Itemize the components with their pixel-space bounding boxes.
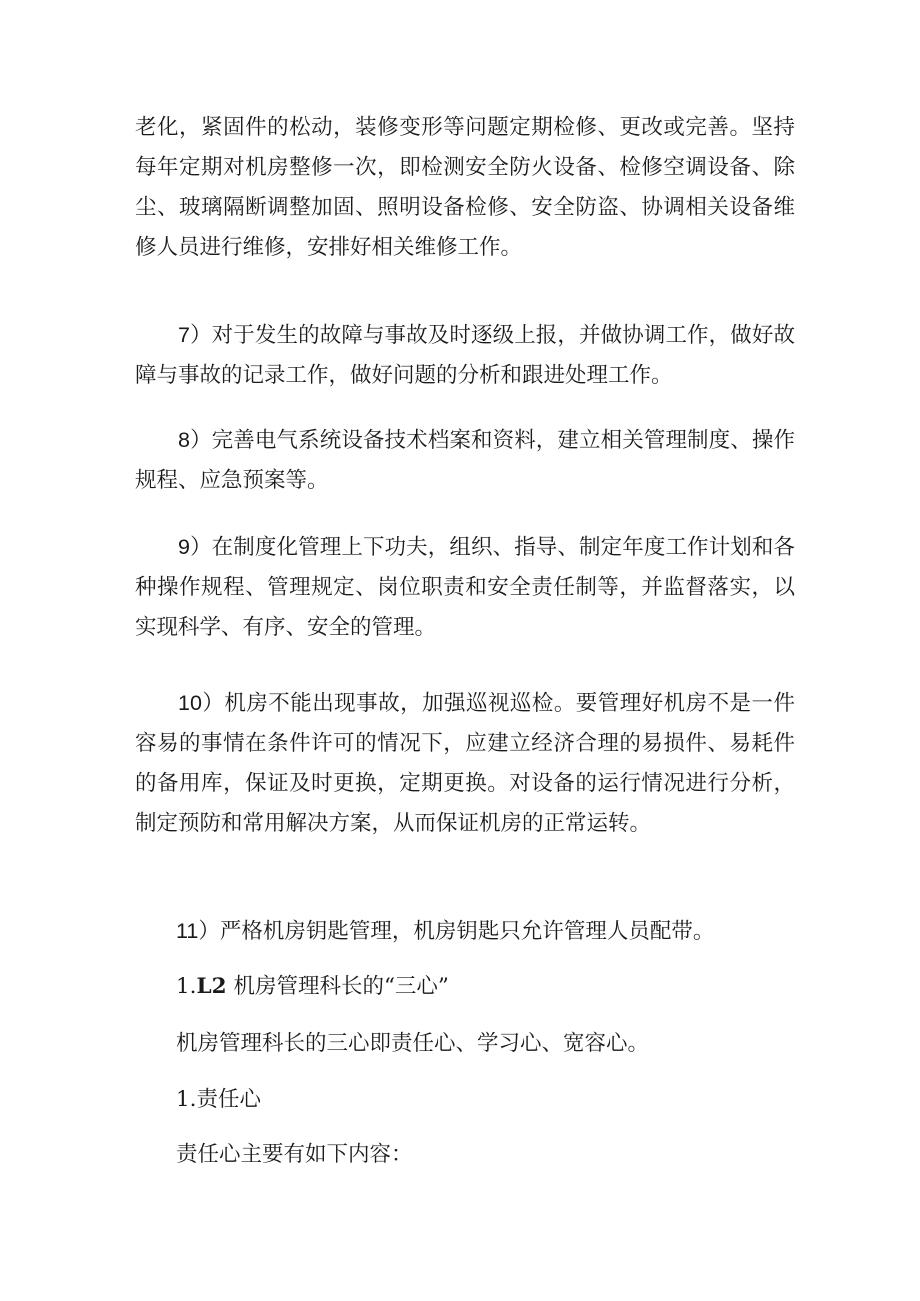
item-text: ）在制度化管理上下功夫，组织、指导、制定年度工作计划和各种操作规程、管理规定、岗位职责和安全责任制等，并监督落实，以实现科学、有序、安全的管理。 [135, 535, 795, 640]
paragraph-item-11 [176, 911, 714, 952]
item-text: ）严格机房钥匙管理，机房钥匙只允许管理人员配带。 [198, 919, 715, 944]
heading-title: 机房管理科长的“三心” [233, 974, 449, 999]
item-number: 11 [176, 919, 199, 943]
section-heading [176, 967, 449, 1007]
sub-intro: 责任心主要有如下内容： [176, 1142, 413, 1167]
item-text: ）完善电气系统设备技术档案和资料，建立相关管理制度、操作规程、应急预案等。 [135, 428, 795, 493]
item-number: 8 [178, 428, 190, 452]
item-text: ）对于发生的故障与事故及时逐级上报，并做协调工作，做好故障与事故的记录工作，做好问题的分析和跟进处理工作。 [135, 323, 795, 388]
item-number: 7 [178, 323, 190, 347]
item-number: 9 [178, 535, 190, 559]
paragraph-item-9 [135, 527, 795, 648]
item-text: ）机房不能出现事故，加强巡视巡检。要管理好机房不是一件容易的事情在条件许可的情况下，应建立经济合理的易损件、易耗件的备用库，保证及时更换，定期更换。对设备的运行情况进行分析，制定预防和常用解决方案，从而保证机房的正常运转。 [135, 691, 795, 836]
paragraph-item-10 [135, 683, 795, 844]
heading-bold-code: L2 [196, 974, 227, 999]
item-number: 10 [178, 691, 202, 715]
paragraph-item-8 [135, 420, 795, 501]
paragraph-item-7 [135, 315, 795, 396]
subheading: 1.责任心 [176, 1087, 262, 1112]
heading-prefix: 1. [176, 974, 197, 999]
section-intro: 机房管理科长的三心即责任心、学习心、宽容心。 [176, 1031, 650, 1056]
paragraph-continuation: 老化，紧固件的松动，装修变形等问题定期检修、更改或完善。坚持每年定期对机房整修一次，即检测安全防火设备、检修空调设备、除尘、玻璃隔断调整加固、照明设备检修、安全防盗、协调相关设备维修人员进行维修，安排好相关维修工作。 [135, 115, 795, 260]
